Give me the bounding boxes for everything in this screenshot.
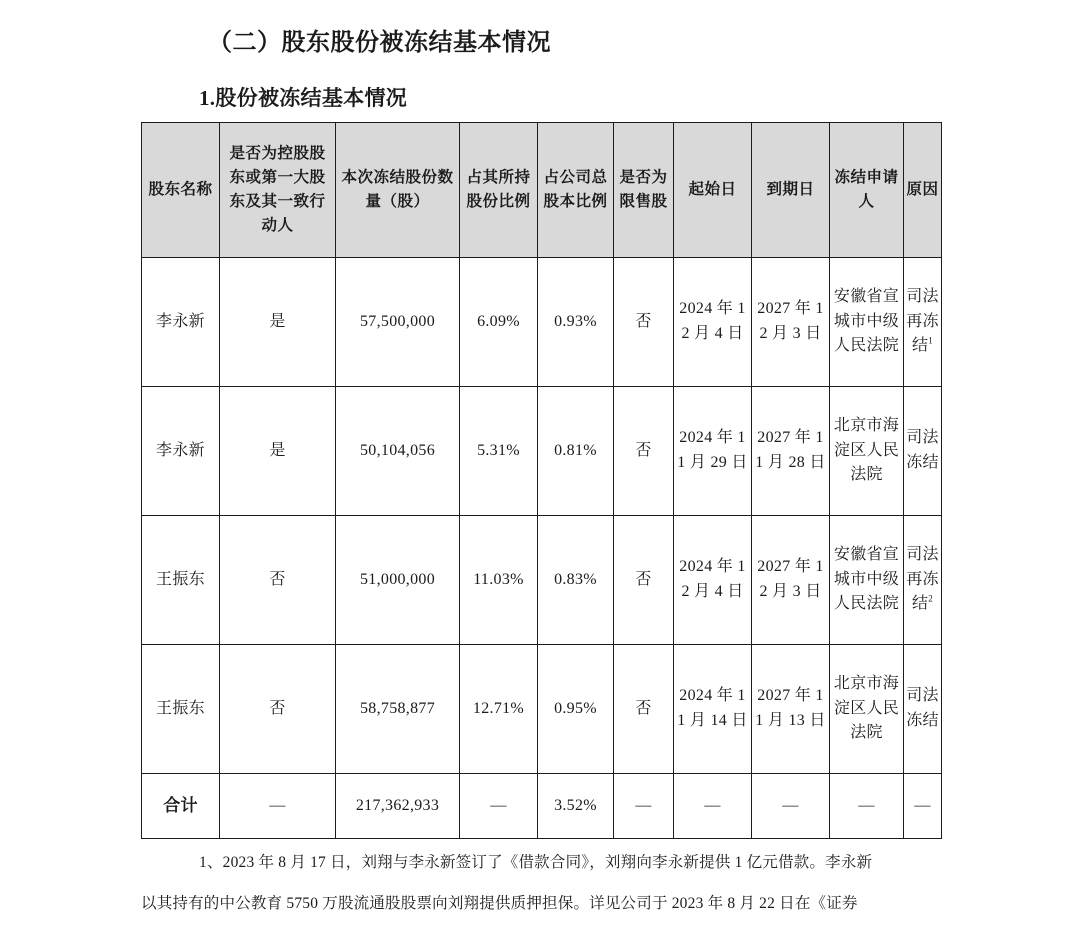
cell-reason	[904, 387, 942, 516]
cell-frozen-shares: 58,758,877	[336, 645, 460, 774]
cell-applicant: 安徽省宣城市中级人民法院	[830, 516, 904, 645]
cell-frozen-shares: 51,000,000	[336, 516, 460, 645]
column-header-start-date: 起始日	[674, 123, 752, 258]
cell-is-controlling: 是	[220, 258, 336, 387]
footnotes-section	[141, 842, 951, 924]
table-header-row	[142, 123, 942, 258]
cell-pct-of-holding: 6.09%	[460, 258, 538, 387]
cell-shareholder-name: 王振东	[142, 645, 220, 774]
cell-is-controlling: 否	[220, 645, 336, 774]
footnote-line-1: 1、2023 年 8 月 17 日，刘翔与李永新签订了《借款合同》，刘翔向李永新提供 1 亿元借款。李永新	[199, 854, 873, 871]
cell-applicant: 安徽省宣城市中级人民法院	[830, 258, 904, 387]
cell-is-controlling: 是	[220, 387, 336, 516]
cell-is-restricted: 否	[614, 645, 674, 774]
cell-total-is-controlling: —	[220, 774, 336, 839]
cell-total-start-date: —	[674, 774, 752, 839]
cell-reason	[904, 258, 942, 387]
cell-total-frozen-shares: 217,362,933	[336, 774, 460, 839]
table-body	[142, 258, 942, 839]
cell-pct-of-total: 0.95%	[538, 645, 614, 774]
column-header-frozen-shares: 本次冻结股份数量（股）	[336, 123, 460, 258]
table-row	[142, 258, 942, 387]
cell-is-restricted: 否	[614, 516, 674, 645]
cell-pct-of-holding: 11.03%	[460, 516, 538, 645]
cell-total-end-date: —	[752, 774, 830, 839]
cell-pct-of-holding: 12.71%	[460, 645, 538, 774]
cell-shareholder-name: 李永新	[142, 258, 220, 387]
cell-start-date: 2024 年 12 月 4 日	[674, 258, 752, 387]
cell-total-applicant: —	[830, 774, 904, 839]
frozen-shares-table-container	[141, 122, 941, 839]
frozen-shares-table	[141, 122, 942, 839]
table-total-row	[142, 774, 942, 839]
cell-total-reason: —	[904, 774, 942, 839]
table-row	[142, 387, 942, 516]
cell-total-label: 合计	[142, 774, 220, 839]
table-header	[142, 123, 942, 258]
cell-reason	[904, 645, 942, 774]
column-header-is-restricted: 是否为限售股	[614, 123, 674, 258]
cell-frozen-shares: 50,104,056	[336, 387, 460, 516]
footnote-line-2: 以其持有的中公教育 5750 万股流通股股票向刘翔提供质押担保。详见公司于 2023 年 8 月 22 日在《证券	[141, 895, 858, 912]
cell-end-date: 2027 年 11 月 28 日	[752, 387, 830, 516]
cell-start-date: 2024 年 11 月 29 日	[674, 387, 752, 516]
cell-applicant: 北京市海淀区人民法院	[830, 645, 904, 774]
sub-heading: 1.股份被冻结基本情况	[199, 86, 408, 110]
column-header-reason: 原因	[904, 123, 942, 258]
cell-reason-text: 司法冻结	[906, 429, 939, 471]
footnote-marker: 2	[928, 594, 934, 605]
cell-reason	[904, 516, 942, 645]
cell-frozen-shares: 57,500,000	[336, 258, 460, 387]
column-header-shareholder-name: 股东名称	[142, 123, 220, 258]
column-header-pct-of-total: 占公司总股本比例	[538, 123, 614, 258]
column-header-applicant: 冻结申请人	[830, 123, 904, 258]
column-header-end-date: 到期日	[752, 123, 830, 258]
cell-reason-text: 司法再冻结	[906, 287, 939, 355]
cell-pct-of-holding: 5.31%	[460, 387, 538, 516]
table-row	[142, 645, 942, 774]
cell-pct-of-total: 0.93%	[538, 258, 614, 387]
cell-shareholder-name: 李永新	[142, 387, 220, 516]
cell-start-date: 2024 年 11 月 14 日	[674, 645, 752, 774]
table-row	[142, 516, 942, 645]
section-heading: （二）股东股份被冻结基本情况	[208, 30, 551, 56]
cell-start-date: 2024 年 12 月 4 日	[674, 516, 752, 645]
cell-reason-text: 司法冻结	[906, 687, 939, 729]
cell-total-pct-of-holding: —	[460, 774, 538, 839]
cell-total-is-restricted: —	[614, 774, 674, 839]
cell-shareholder-name: 王振东	[142, 516, 220, 645]
cell-reason-text: 司法再冻结	[906, 545, 939, 613]
cell-is-controlling: 否	[220, 516, 336, 645]
cell-end-date: 2027 年 11 月 13 日	[752, 645, 830, 774]
cell-applicant: 北京市海淀区人民法院	[830, 387, 904, 516]
cell-is-restricted: 否	[614, 258, 674, 387]
column-header-pct-of-holding: 占其所持股份比例	[460, 123, 538, 258]
cell-end-date: 2027 年 12 月 3 日	[752, 516, 830, 645]
cell-pct-of-total: 0.83%	[538, 516, 614, 645]
cell-pct-of-total: 0.81%	[538, 387, 614, 516]
cell-end-date: 2027 年 12 月 3 日	[752, 258, 830, 387]
cell-is-restricted: 否	[614, 387, 674, 516]
cell-total-pct-of-total: 3.52%	[538, 774, 614, 839]
column-header-is-controlling: 是否为控股股东或第一大股东及其一致行动人	[220, 123, 336, 258]
footnote-marker: 1	[928, 336, 934, 347]
